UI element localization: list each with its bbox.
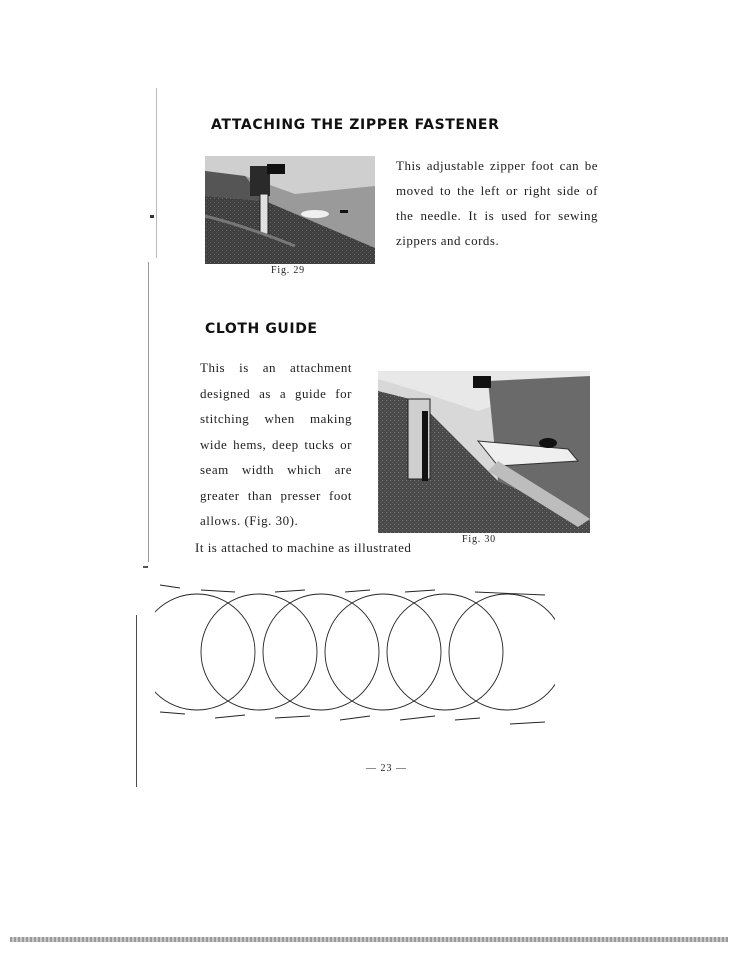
word: making bbox=[309, 411, 352, 426]
word: adjustable bbox=[426, 158, 485, 173]
paragraph-line bbox=[200, 360, 352, 376]
word: side bbox=[557, 183, 581, 198]
word: foot bbox=[329, 487, 352, 503]
word: zipper bbox=[490, 158, 526, 173]
word: as bbox=[259, 385, 271, 401]
page-number: — 23 — bbox=[366, 763, 407, 774]
paragraph-line bbox=[200, 386, 352, 402]
word: It bbox=[468, 208, 478, 223]
paragraph-line bbox=[200, 462, 352, 478]
paragraph-line: zippers and cords. bbox=[396, 233, 500, 248]
word: than bbox=[247, 487, 273, 503]
scan-bottom-edge bbox=[10, 937, 728, 942]
word: of bbox=[586, 183, 598, 198]
figure-29-caption: Fig. 29 bbox=[271, 265, 305, 276]
word: can bbox=[559, 158, 580, 173]
word: is bbox=[484, 208, 495, 223]
word: for bbox=[335, 385, 352, 401]
cloth-guide-attach-note: It is attached to machine as illustrated bbox=[195, 540, 412, 555]
word: This bbox=[200, 360, 226, 375]
paragraph-line: allows. (Fig. 30). bbox=[200, 513, 299, 528]
scan-margin-line bbox=[156, 88, 157, 258]
figure-30-photo bbox=[378, 371, 590, 533]
word: which bbox=[287, 462, 322, 477]
word: attachment bbox=[289, 360, 352, 375]
word: designed bbox=[200, 385, 251, 401]
paragraph-line bbox=[396, 208, 598, 224]
word: a bbox=[279, 385, 287, 401]
figure-29-photo bbox=[205, 156, 375, 264]
paragraph-line bbox=[200, 488, 352, 504]
word: deep bbox=[272, 436, 299, 452]
word: or bbox=[340, 436, 352, 452]
word: or bbox=[506, 183, 518, 198]
word: This bbox=[396, 158, 422, 173]
word: the bbox=[396, 208, 414, 223]
word: moved bbox=[396, 183, 434, 198]
word: tucks bbox=[304, 436, 335, 452]
word: foot bbox=[531, 158, 555, 173]
figure-30-caption: Fig. 30 bbox=[462, 534, 496, 545]
word: for bbox=[534, 208, 551, 223]
word: right bbox=[523, 183, 552, 198]
word: sewing bbox=[558, 208, 598, 223]
word: presser bbox=[280, 487, 321, 503]
word: width bbox=[241, 462, 274, 477]
word: hems, bbox=[233, 436, 267, 452]
word: left bbox=[480, 183, 500, 198]
word: wide bbox=[200, 436, 228, 452]
word: is bbox=[239, 360, 249, 375]
word: needle. bbox=[420, 208, 462, 223]
word: greater bbox=[200, 487, 240, 503]
section2-paragraph bbox=[200, 360, 352, 529]
paragraph-line bbox=[200, 437, 352, 453]
word: the bbox=[457, 183, 475, 198]
scan-margin-line bbox=[148, 262, 149, 562]
word: stitching bbox=[200, 411, 250, 426]
scan-margin-line bbox=[136, 615, 137, 787]
word: used bbox=[501, 208, 528, 223]
word: seam bbox=[200, 462, 229, 477]
scan-speck bbox=[150, 215, 154, 218]
paragraph-line bbox=[396, 158, 598, 174]
word: be bbox=[584, 158, 598, 173]
section-title-zipper: ATTACHING THE ZIPPER FASTENER bbox=[211, 117, 500, 133]
paragraph-line bbox=[396, 183, 598, 199]
section1-paragraph bbox=[396, 158, 598, 249]
word: when bbox=[264, 411, 295, 426]
paragraph-line bbox=[200, 411, 352, 427]
word: guide bbox=[295, 385, 327, 401]
decorative-stitch-pattern bbox=[155, 580, 555, 730]
word: to bbox=[439, 183, 452, 198]
scan-speck bbox=[143, 566, 148, 568]
section-title-cloth-guide: CLOTH GUIDE bbox=[205, 321, 318, 337]
word: an bbox=[262, 360, 276, 375]
word: are bbox=[334, 462, 352, 477]
